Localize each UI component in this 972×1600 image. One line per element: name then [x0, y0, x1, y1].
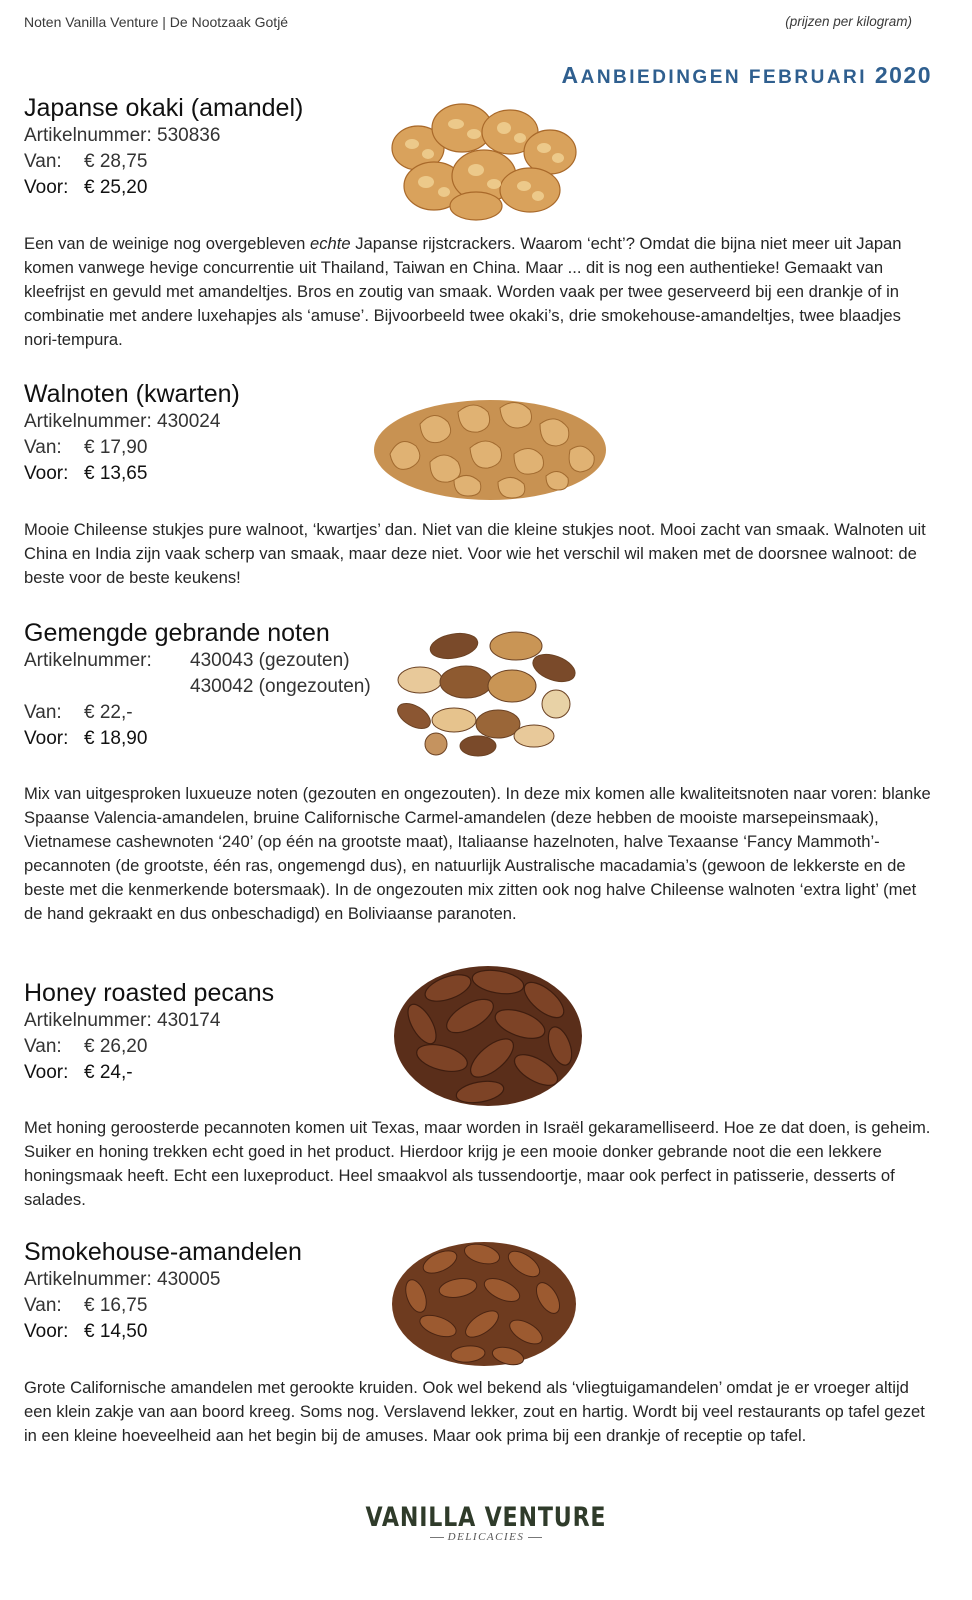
description-text: Een van de weinige nog overgebleven — [24, 234, 310, 253]
page-title — [561, 62, 932, 89]
product-name: Walnoten (kwarten) — [24, 380, 240, 408]
van-label: Van: — [24, 437, 62, 458]
smoked-almonds-image — [386, 1232, 582, 1370]
product-description: Mix van uitgesproken luxueuze noten (gezouten en ongezouten). In deze mix komen alle kwaliteitsnoten naar voren: blanke Spaanse Valencia-amandelen, bruine Californische Carmel-amandelen (deze hebben de mooiste marsepeinsmaak), Vietnamese cashewnoten ‘240’ (op één na grootste maat), Italiaanse hazelnoten, halve Texaanse ‘Fancy Mammoth’-pecannoten (de grootste, één ras, ongemengd dus), en natuurlijk Australische macadamia’s (gewoon de lekkerste en de beste met die kenmerkende botersmaak). In de ongezouten mix zitten ook nog halve Chileense walnoten ‘extra light’ (met de hand gekraakt en dus onbeschadigd) en Boliviaanse paranoten. — [24, 784, 931, 923]
product-name: Smokehouse-amandelen — [24, 1238, 302, 1266]
description-text-cont: Japanse rijstcrackers. Waarom ‘echt’? Omdat die bijna niet meer uit Japan komen vanwege hevige concurrentie uit Thailand, Taiwan en China. Maar ... dit is nog een authentieke! Gemaakt van kleefrijst en gevuld met amandeltjes. Bros en zoutig van smaak. Worden vaak per twee geserveerd bij een drankje of in combinatie met andere luxehapjes als ‘amuse’. Bijvoorbeeld twee okaki’s, drie smokehouse-amandeltjes, twee blaadjes nori-tempura. — [24, 234, 902, 349]
brand-sub-text: DELICACIES — [447, 1531, 525, 1543]
voor-price: € 18,90 — [84, 728, 148, 749]
article-number: 430024 — [157, 411, 221, 432]
mixed-nuts-image — [384, 620, 588, 762]
header-left: Noten Vanilla Venture | De Nootzaak Gotjé — [24, 14, 289, 30]
voor-label: Voor: — [24, 177, 69, 198]
article-number: 530836 — [157, 125, 221, 146]
van-label: Van: — [24, 1036, 62, 1057]
title-text: ANBIEDINGEN FEBRUARI — [580, 67, 868, 88]
article-number: 430043 (gezouten) — [190, 650, 350, 671]
voor-price: € 24,- — [84, 1062, 133, 1083]
header-right: (prijzen per kilogram) — [785, 14, 912, 29]
van-label: Van: — [24, 1295, 62, 1316]
van-price: € 28,75 — [84, 151, 148, 172]
description-emphasis: echte — [310, 234, 351, 253]
voor-label: Voor: — [24, 1062, 69, 1083]
voor-price: € 13,65 — [84, 463, 148, 484]
okaki-crackers-image — [378, 98, 582, 222]
product-description: Mooie Chileense stukjes pure walnoot, ‘kwartjes’ dan. Niet van die kleine stukjes noot. Mooi zacht van smaak. Walnoten uit China en India zijn vaak scherp van smaak, maar deze niet. Voor wie het verschil wil maken met de doorsnee walnoot: de beste voor de beste keukens! — [24, 520, 926, 587]
van-price: € 17,90 — [84, 437, 148, 458]
van-label: Van: — [24, 151, 62, 172]
article-number-2: 430042 (ongezouten) — [190, 676, 371, 697]
voor-label: Voor: — [24, 728, 69, 749]
voor-label: Voor: — [24, 1321, 69, 1342]
product-description — [24, 232, 936, 352]
product-name: Honey roasted pecans — [24, 979, 275, 1007]
product-name: Japanse okaki (amandel) — [24, 94, 304, 122]
article-number: 430005 — [157, 1269, 221, 1290]
walnuts-image — [370, 384, 610, 508]
van-price: € 22,- — [84, 702, 133, 723]
van-label: Van: — [24, 702, 62, 723]
product-description: Met honing geroosterde pecannoten komen uit Texas, maar worden in Israël gekaramelliseerd. Hoe ze dat doen, is geheim. Suiker en honing trekken echt goed in het product. Hierdoor krijg je een mooie donker gebrande noot die een lekkere honingsmaak heeft. Echt een luxeproduct. Heel smaakvol als tussendoortje, maar ook perfect in patisserie, desserts of salades. — [24, 1118, 931, 1209]
voor-price: € 25,20 — [84, 177, 148, 198]
title-year: 2020 — [874, 62, 932, 88]
brand-name: VANILLA VENTURE — [365, 1502, 607, 1533]
article-label: Artikelnummer: — [24, 1010, 152, 1031]
article-number: 430174 — [157, 1010, 221, 1031]
pecans-image — [388, 958, 588, 1112]
article-label: Artikelnummer: — [24, 411, 152, 432]
article-label: Artikelnummer: — [24, 1269, 152, 1290]
voor-price: € 14,50 — [84, 1321, 148, 1342]
title-initial: A — [561, 62, 581, 88]
voor-label: Voor: — [24, 463, 69, 484]
product-description: Grote Californische amandelen met gerookte kruiden. Ook wel bekend als ‘vliegtuigamandelen’ omdat je er vroeger altijd een klein zakje van aan boord kreeg. Soms nog. Verslavend lekker, zout en hartig. Wordt bij veel restaurants op tafel gezet in een kleine hoeveelheid aan het begin bij de amuses. Maar ook prima bij een drankje of receptie op tafel. — [24, 1378, 925, 1445]
brand-logo — [0, 1502, 972, 1543]
van-price: € 26,20 — [84, 1036, 148, 1057]
article-label: Artikelnummer: — [24, 125, 152, 146]
article-label: Artikelnummer: — [24, 650, 152, 671]
product-name: Gemengde gebrande noten — [24, 619, 330, 647]
van-price: € 16,75 — [84, 1295, 148, 1316]
